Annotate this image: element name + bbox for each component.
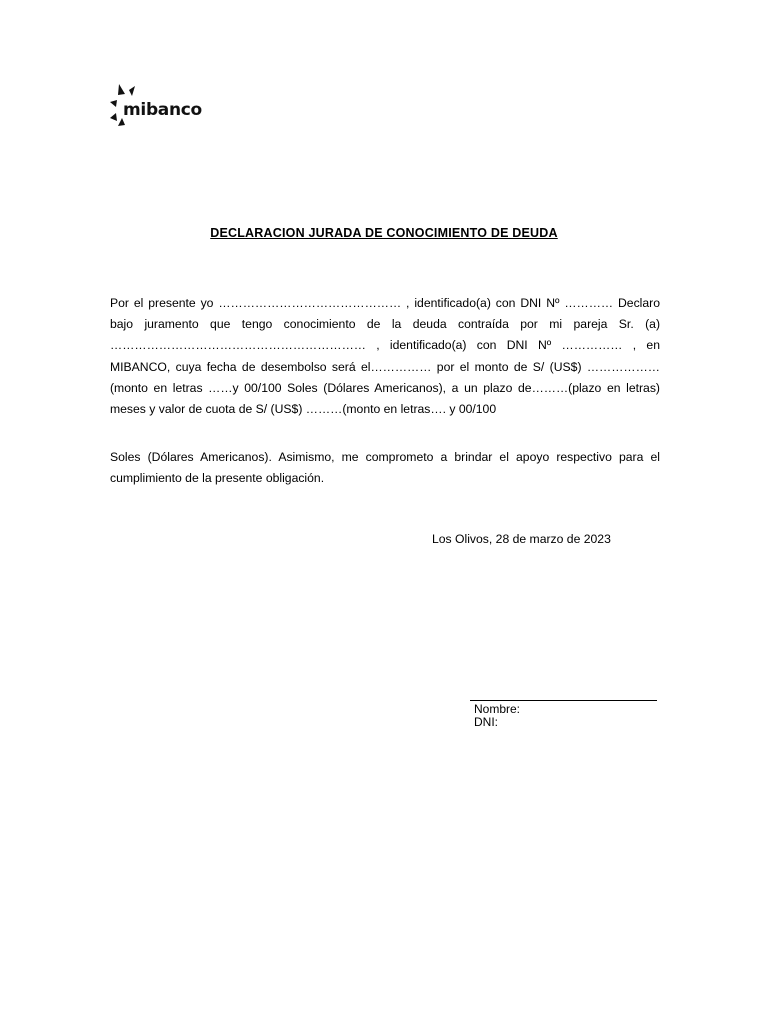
place-and-date: Los Olivos, 28 de marzo de 2023 — [432, 532, 611, 546]
mibanco-logo — [108, 80, 214, 136]
signature-dni-label: DNI: — [474, 715, 498, 729]
signature-name-label: Nombre: — [474, 702, 521, 716]
document-title: DECLARACION JURADA DE CONOCIMIENTO DE DEUDA — [210, 226, 558, 240]
logo-wordmark: mibanco — [123, 100, 202, 120]
declaration-paragraph: Por el presente yo ……………………………………… , identificado(a) con DNI Nº ………… Declaro bajo juramento que tengo conocimiento de la deuda contraída por mi pareja Sr. (a) ……………………………………………………… , identificado(a) con DNI Nº …………… , en MIBANCO, cuya fecha de desembolso será el…………… por el monto de S/ (US$) ………………(monto en letras ……y 00/100 Soles (Dólares Americanos), a un plazo de………(plazo en letras) meses y valor de cuota de S/ (US$) ………(monto en letras…. y 00/100 — [110, 296, 660, 417]
commitment-paragraph: Soles (Dólares Americanos). Asimismo, me comprometo a brindar el apoyo respectivo para el cumplimiento de la presente obligación. — [110, 450, 660, 486]
signature-line — [470, 700, 657, 701]
